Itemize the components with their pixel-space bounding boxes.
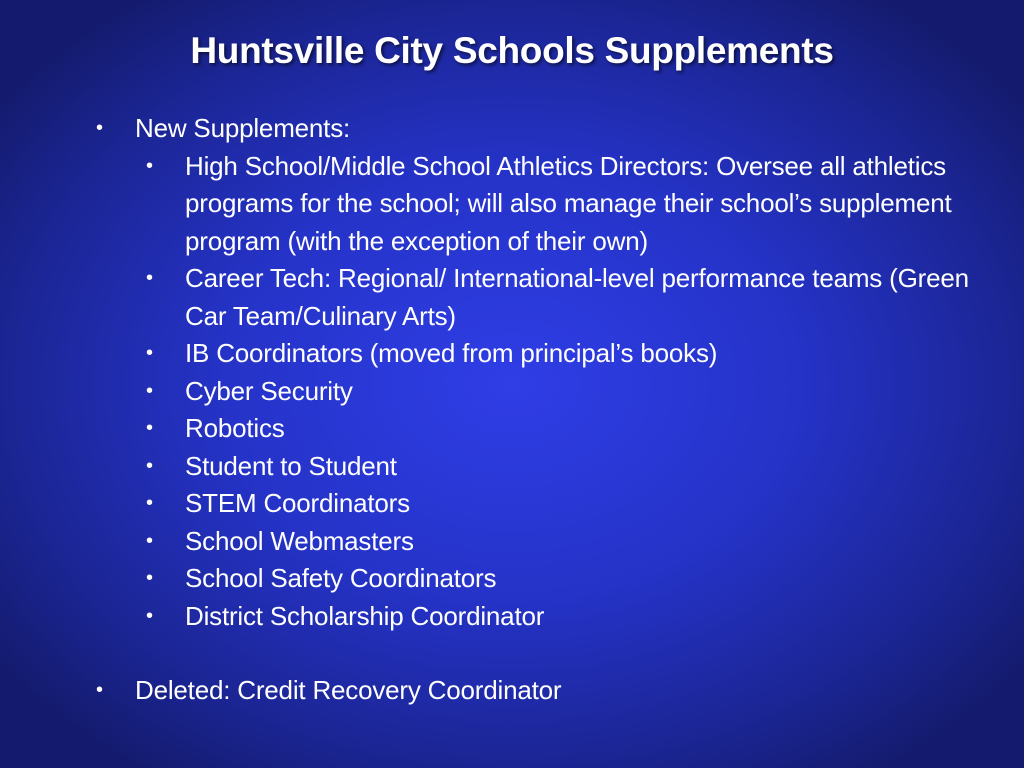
- list-item: [144, 410, 1014, 448]
- list-item: [144, 148, 1014, 261]
- list-item: [144, 523, 1014, 561]
- bullet-icon: •: [146, 604, 153, 627]
- list-item: [144, 335, 1014, 373]
- bullet-new-supplements: [94, 110, 1014, 148]
- list-item-text: IB Coordinators (moved from principal’s books): [185, 338, 718, 368]
- list-item-text: Cyber Security: [185, 375, 353, 406]
- bullet-icon: •: [146, 154, 153, 177]
- slide-title: Huntsville City Schools Supplements: [190, 30, 834, 71]
- list-item: [144, 373, 1014, 411]
- list-item-text: Career Tech: Regional/ International-level performance teams (Green Car Team/Culinary Arts): [185, 263, 969, 331]
- list-item-text: Robotics: [185, 413, 285, 443]
- list-item-text: School Webmasters: [185, 525, 414, 556]
- new-supplements-list: [144, 148, 1014, 636]
- slide-body: [94, 110, 1014, 710]
- deleted-item-text: Deleted: Credit Recovery Coordinator: [135, 675, 562, 705]
- bullet-icon: •: [146, 529, 153, 552]
- list-item: [144, 260, 1014, 335]
- bullet-icon: •: [146, 379, 153, 402]
- list-item: [144, 598, 1014, 636]
- bullet-deleted: [94, 672, 1014, 710]
- list-item: [144, 560, 1014, 598]
- bullet-icon: •: [96, 117, 103, 139]
- list-item-text: Student to Student: [185, 450, 397, 481]
- bullet-icon: •: [146, 342, 153, 364]
- new-supplements-heading: New Supplements:: [135, 113, 351, 143]
- bullet-icon: •: [146, 267, 153, 289]
- bullet-icon: •: [146, 417, 153, 439]
- list-item-text: High School/Middle School Athletics Directors: Oversee all athletics programs for the school; will also manage their school’s supplement program (with the exception of their own): [185, 150, 952, 256]
- bullet-icon: •: [146, 454, 153, 477]
- bullet-icon: •: [96, 679, 103, 701]
- list-item-text: District Scholarship Coordinator: [185, 600, 545, 631]
- list-item-text: School Safety Coordinators: [185, 563, 497, 593]
- list-item: [144, 485, 1014, 523]
- list-item: [144, 448, 1014, 486]
- bullet-icon: •: [146, 492, 153, 514]
- bullet-icon: •: [146, 567, 153, 589]
- spacer: [94, 635, 1014, 672]
- list-item-text: STEM Coordinators: [185, 488, 410, 518]
